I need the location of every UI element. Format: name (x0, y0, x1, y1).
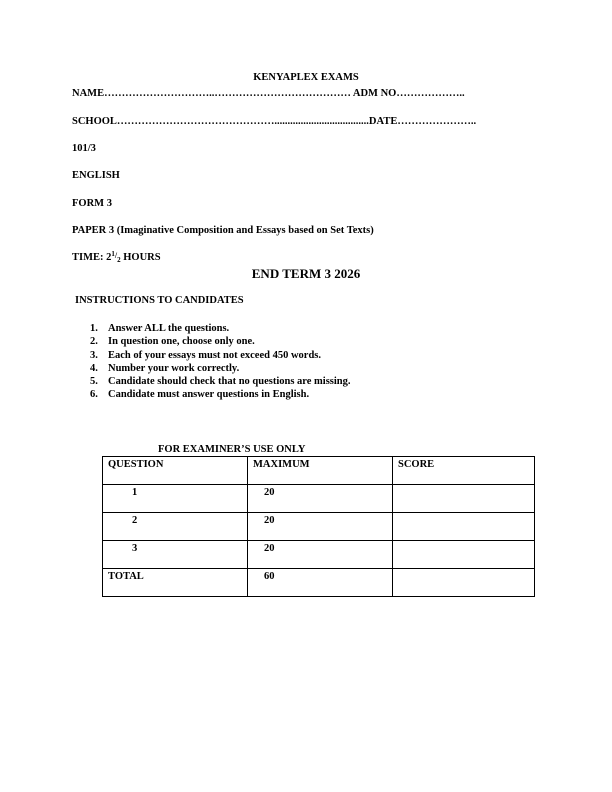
time-slash: / (114, 251, 118, 260)
time-allowed (72, 252, 161, 263)
question-cell: 3 (103, 541, 248, 569)
instructions-list (90, 322, 351, 402)
school-date-line: SCHOOL………………………………………....................................DATE………………….. (72, 116, 477, 127)
list-item-number: 4. (90, 362, 98, 374)
list-item (90, 322, 351, 335)
list-item-text: Candidate should check that no questions are missing. (108, 376, 351, 388)
list-item-number: 2. (90, 336, 98, 348)
list-item-number: 1. (90, 323, 98, 334)
maximum-cell: 20 (248, 485, 393, 513)
paper-title: PAPER 3 (Imaginative Composition and Essays based on Set Texts) (72, 225, 374, 236)
maximum-cell: 20 (248, 513, 393, 541)
column-header-score: SCORE (393, 457, 535, 485)
table-row (103, 541, 535, 569)
time-prefix: TIME: 2 (72, 252, 112, 263)
score-cell[interactable] (393, 513, 535, 541)
score-cell[interactable] (393, 485, 535, 513)
list-item-text: Candidate must answer questions in English. (108, 389, 310, 401)
paper-code: 101/3 (72, 143, 96, 154)
list-item-number: 3. (90, 349, 98, 361)
term-title: END TERM 3 2026 (251, 266, 361, 281)
total-row (103, 569, 535, 597)
list-item (90, 388, 351, 401)
question-cell: 1 (103, 485, 248, 513)
total-maximum: 60 (248, 569, 393, 597)
maximum-cell: 20 (248, 541, 393, 569)
table-row (103, 485, 535, 513)
column-header-maximum: MAXIMUM (248, 457, 393, 485)
column-header-question: QUESTION (103, 457, 248, 485)
table-row (103, 513, 535, 541)
examiner-score-table (102, 456, 535, 597)
list-item-text: Number your work correctly. (108, 362, 240, 374)
time-denominator: 2 (117, 256, 121, 264)
list-item (90, 335, 351, 348)
score-cell[interactable] (393, 541, 535, 569)
list-item-number: 6. (90, 389, 98, 401)
instructions-heading: INSTRUCTIONS TO CANDIDATES (75, 295, 244, 306)
exam-title: KENYAPLEX EXAMS (253, 72, 359, 83)
time-numerator: 1 (111, 250, 115, 258)
list-item (90, 362, 351, 375)
name-adm-line: NAME…………………………..………………………………… ADM NO……………….. (72, 88, 465, 99)
total-score-cell[interactable] (393, 569, 535, 597)
examiner-heading: FOR EXAMINER’S USE ONLY (158, 444, 306, 455)
subject: ENGLISH (72, 170, 120, 181)
total-label: TOTAL (103, 569, 248, 597)
table-header-row (103, 457, 535, 485)
form-level: FORM 3 (72, 198, 112, 209)
list-item (90, 375, 351, 388)
question-cell: 2 (103, 513, 248, 541)
list-item-text: Each of your essays must not exceed 450 words. (108, 349, 322, 361)
time-suffix: HOURS (120, 252, 161, 263)
list-item-text: In question one, choose only one. (108, 336, 255, 348)
list-item (90, 349, 351, 362)
list-item-text: Answer ALL the questions. (108, 323, 230, 334)
list-item-number: 5. (90, 376, 98, 388)
